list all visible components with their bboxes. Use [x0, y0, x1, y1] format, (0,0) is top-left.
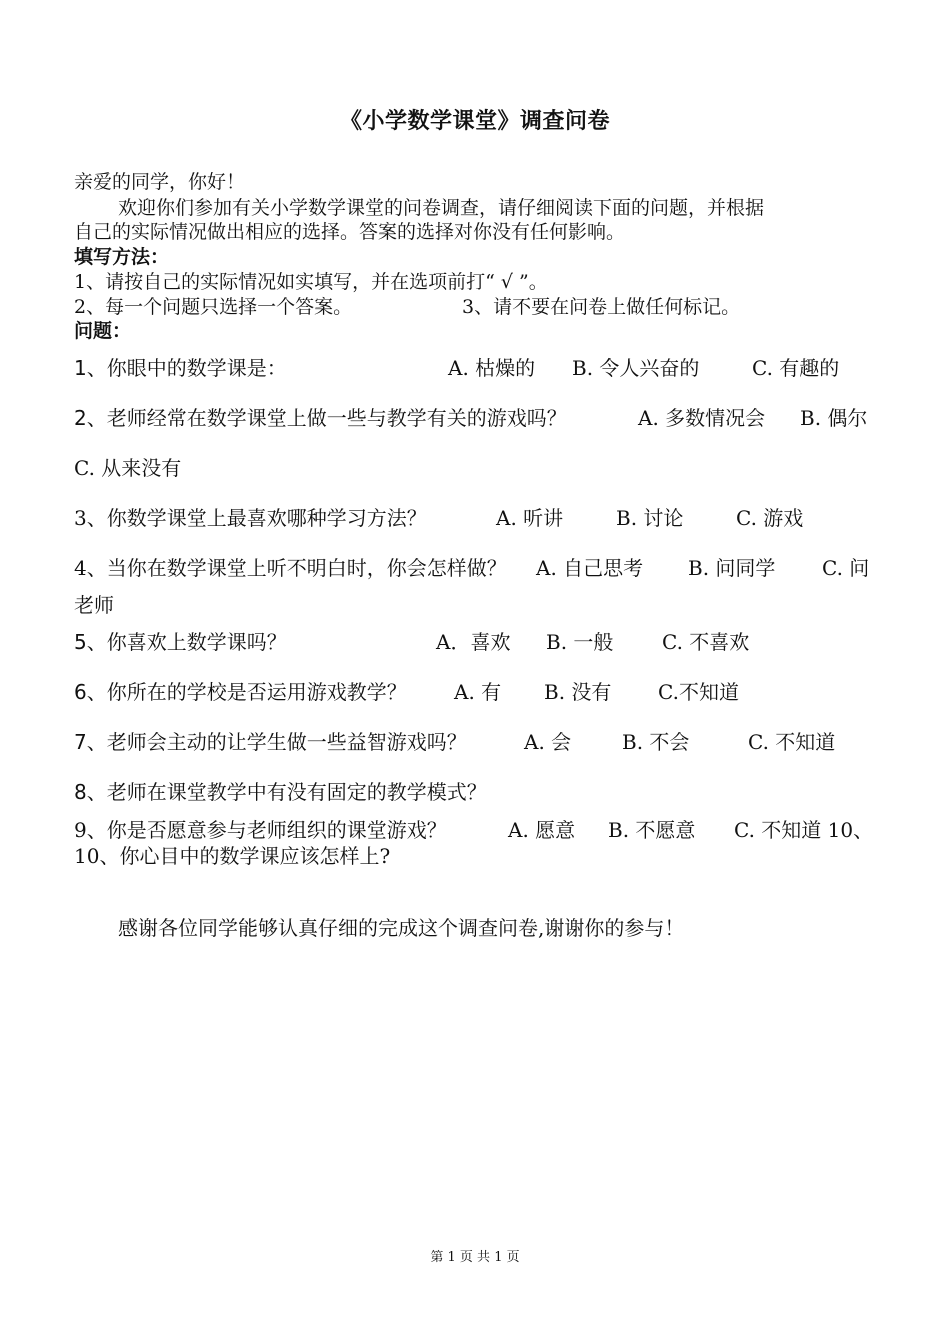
question-text: 、你所在的学校是否运用游戏教学？ [86, 680, 407, 704]
question-7-option-c: C. 不知道 [748, 730, 836, 754]
question-1 [74, 356, 287, 380]
thanks-message: 感谢各位同学能够认真仔细的完成这个调查问卷,谢谢你的参与！ [118, 916, 685, 940]
question-2-option-c: C. 从来没有 [74, 456, 182, 480]
method-item-3: 3、请不要在问卷上做任何标记。 [462, 296, 741, 318]
question-6-option-c: C.不知道 [658, 680, 739, 704]
question-9-option-a: A. 愿意 [508, 818, 576, 842]
question-4-option-c-continued: 老师 [74, 593, 114, 617]
question-1-option-c: C. 有趣的 [752, 356, 840, 380]
question-2 [74, 406, 567, 430]
intro-line-2: 自己的实际情况做出相应的选择。答案的选择对你没有任何影响。 [74, 221, 626, 243]
question-4-option-a: A. 自己思考 [536, 556, 644, 580]
question-number: 8 [74, 780, 87, 804]
question-2-option-a: A. 多数情况会 [638, 406, 766, 430]
question-3: 3、你数学课堂上最喜欢哪种学习方法？ [74, 506, 427, 530]
question-10: 10、你心目中的数学课应该怎样上? [74, 844, 391, 868]
question-4-option-b: B. 问同学 [688, 556, 776, 580]
question-2-option-b: B. 偶尔 [800, 406, 868, 430]
question-4-option-c: C. 问 [822, 556, 870, 580]
method-heading: 填写方法： [74, 246, 170, 268]
question-text: 、老师在课堂教学中有没有固定的教学模式？ [86, 780, 487, 804]
greeting: 亲爱的同学，你好！ [74, 171, 246, 193]
question-5-option-a: A．喜欢 [436, 630, 511, 654]
question-number: 6 [74, 680, 87, 704]
question-6 [74, 680, 407, 704]
question-number: 5 [74, 630, 87, 654]
question-number: 2 [74, 406, 87, 430]
question-7-option-b: B. 不会 [622, 730, 690, 754]
question-5-option-b: B. 一般 [546, 630, 614, 654]
method-item-2: 2、每一个问题只选择一个答案。 [74, 296, 353, 318]
question-1-option-b: B. 令人兴奋的 [572, 356, 700, 380]
question-1-option-a: A. 枯燥的 [448, 356, 536, 380]
question-9-option-b: B. 不愿意 [608, 818, 696, 842]
question-7 [74, 730, 467, 754]
question-3-option-b: B. 讨论 [616, 506, 684, 530]
question-6-option-a: A. 有 [454, 680, 502, 704]
method-item-1: 1、请按自己的实际情况如实填写，并在选项前打“ √ ”。 [74, 271, 548, 293]
question-7-option-a: A. 会 [524, 730, 572, 754]
question-8 [74, 780, 487, 804]
page-footer: 第 1 页 共 1 页 [430, 1250, 520, 1265]
intro-line-1: 欢迎你们参加有关小学数学课堂的问卷调查，请仔细阅读下面的问题，并根据 [118, 197, 765, 219]
question-9-option-c: C. 不知道 10、 [734, 818, 874, 842]
document-title: 《小学数学课堂》调查问卷 [339, 108, 610, 134]
question-text: 、你喜欢上数学课吗？ [86, 630, 287, 654]
question-6-option-b: B. 没有 [544, 680, 612, 704]
questions-heading: 问题： [74, 320, 132, 342]
question-5 [74, 630, 287, 654]
question-number: 7 [74, 730, 87, 754]
question-text: 、你眼中的数学课是： [86, 356, 287, 380]
question-9: 9、你是否愿意参与老师组织的课堂游戏？ [74, 818, 447, 842]
question-3-option-c: C. 游戏 [736, 506, 804, 530]
question-5-option-c: C. 不喜欢 [662, 630, 750, 654]
question-text: 、老师经常在数学课堂上做一些与教学有关的游戏吗？ [86, 406, 567, 430]
question-4: 4、当你在数学课堂上听不明白时，你会怎样做？ [74, 556, 507, 580]
question-3-option-a: A. 听讲 [496, 506, 564, 530]
question-text: 、老师会主动的让学生做一些益智游戏吗？ [86, 730, 467, 754]
question-number: 1 [74, 356, 87, 380]
